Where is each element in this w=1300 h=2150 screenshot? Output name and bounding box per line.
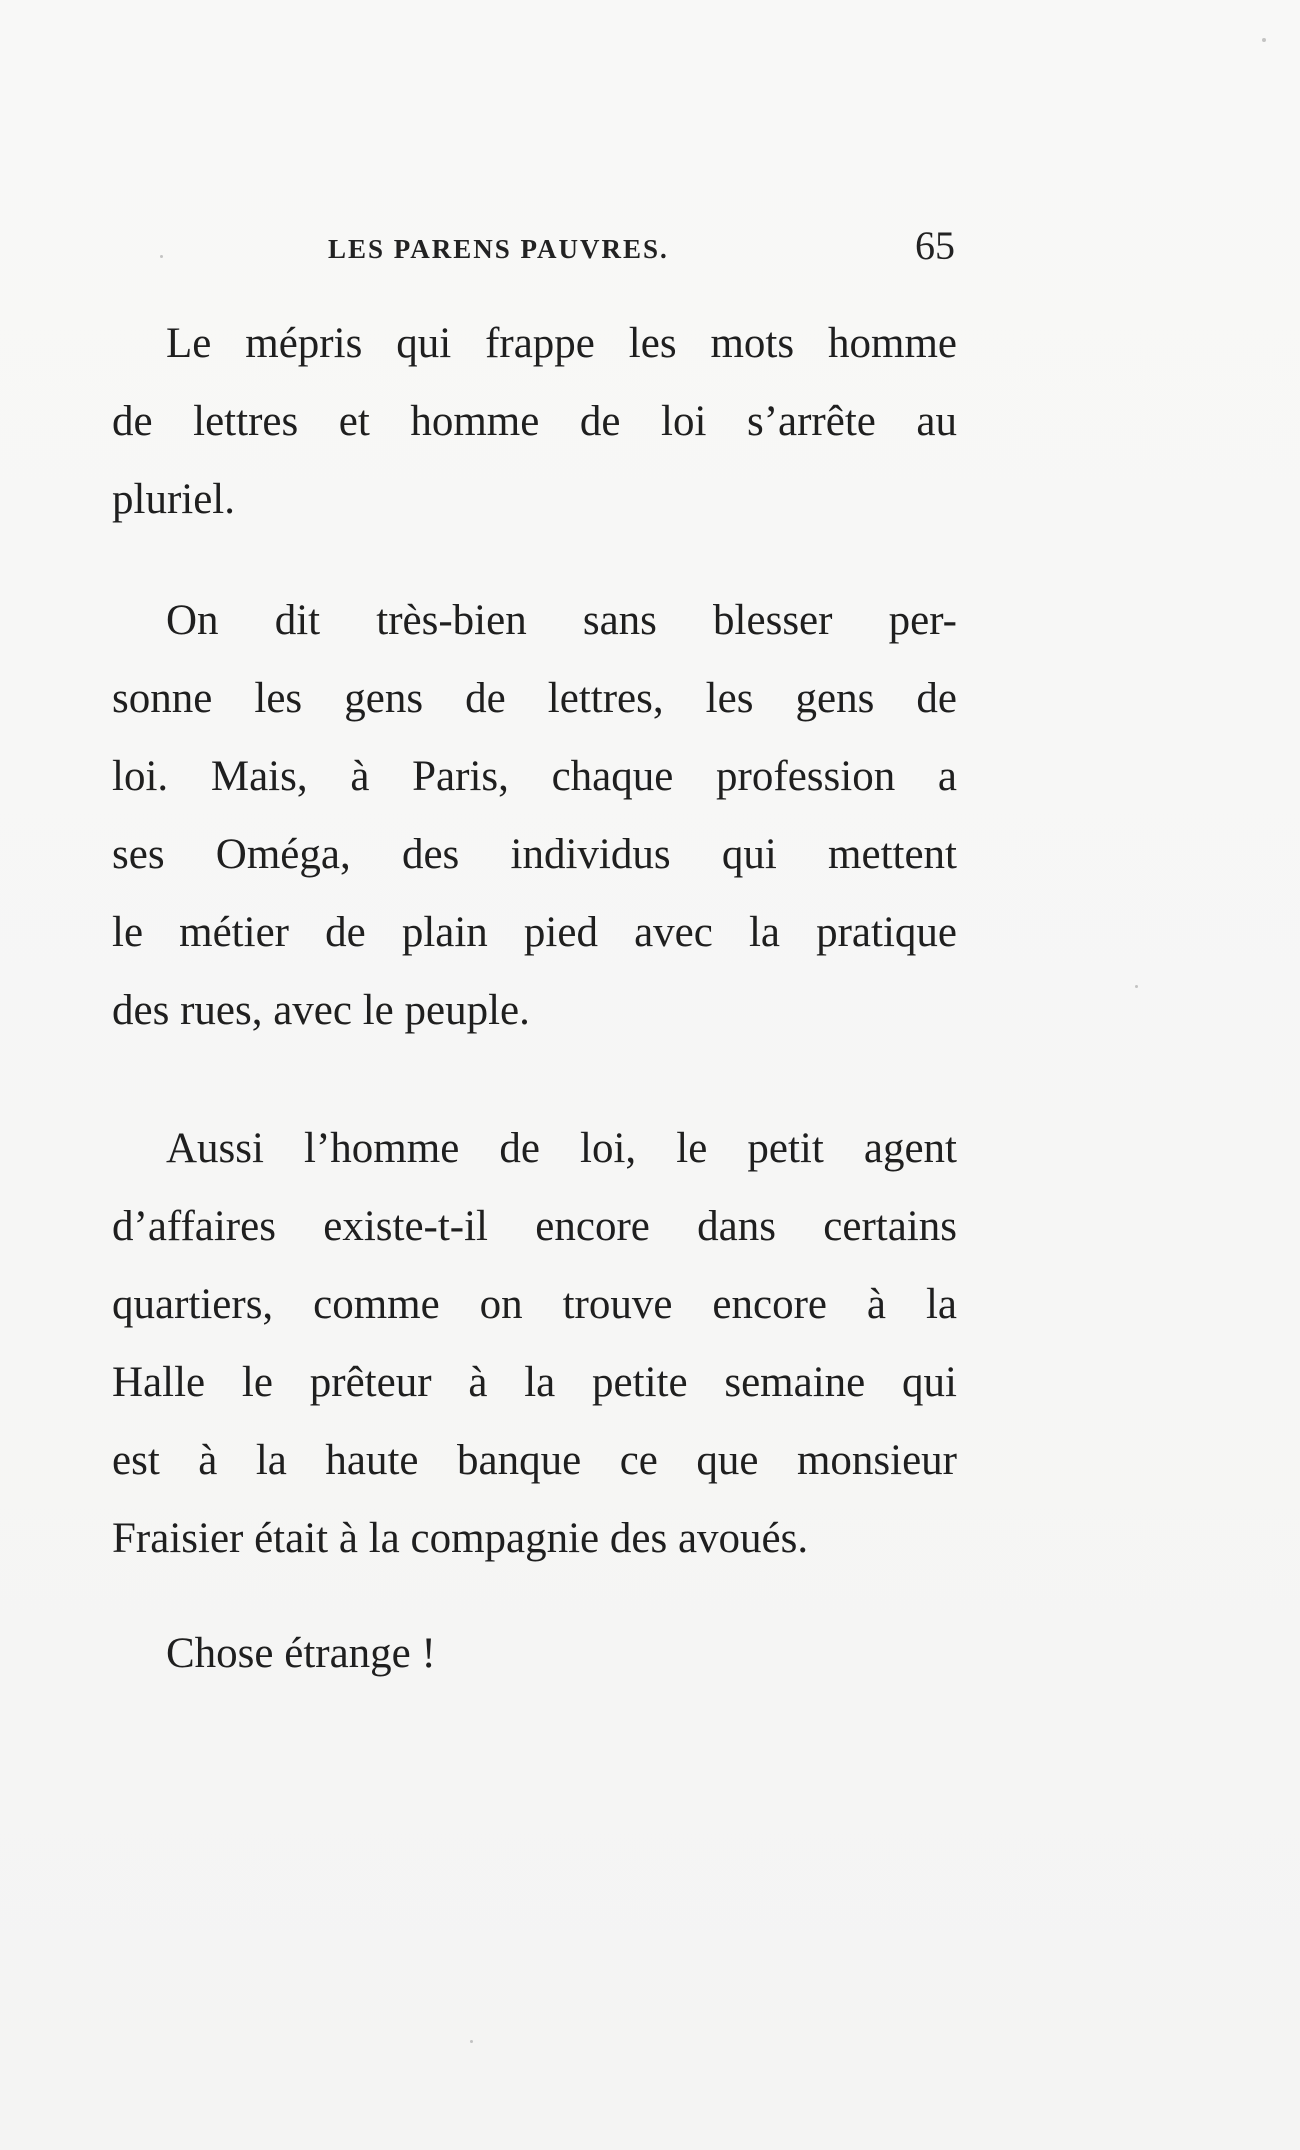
paragraph-3 [112,1110,957,1578]
text-line: Halle le prêteur à la petite semaine qui [112,1359,957,1406]
text-line: pluriel. [112,476,235,523]
running-head [110,222,955,274]
text-line: quartiers, comme on trouve encore à la [112,1281,957,1328]
paragraph-1 [112,305,957,539]
paper-speck [160,255,163,258]
text-line: des rues, avec le peuple. [112,987,530,1034]
text-line: ses Oméga, des individus qui mettent [112,831,957,878]
paper-speck [1262,38,1266,42]
text-line: le métier de plain pied avec la pratique [112,909,957,956]
text-line: sonne les gens de lettres, les gens de [112,675,957,722]
paragraph-2 [112,582,957,1050]
text-line: Fraisier était à la compagnie des avoués. [112,1515,809,1562]
paper-speck [1135,985,1138,988]
text-line: Le mépris qui frappe les mots homme [166,320,957,367]
running-title: LES PARENS PAUVRES. [328,234,669,264]
text-line: de lettres et homme de loi s’arrête au [112,398,957,445]
text-line: d’affaires existe-t-il encore dans certains [112,1203,957,1250]
paper-speck [470,2040,473,2043]
text-line: est à la haute banque ce que monsieur [112,1437,957,1484]
text-line: loi. Mais, à Paris, chaque profession a [112,753,957,800]
page-number: 65 [915,223,955,268]
text-line: Chose étrange ! [166,1630,436,1677]
text-line: On dit très-bien sans blesser per- [166,597,957,644]
text-line: Aussi l’homme de loi, le petit agent [166,1125,957,1172]
paragraph-4 [112,1615,957,1693]
